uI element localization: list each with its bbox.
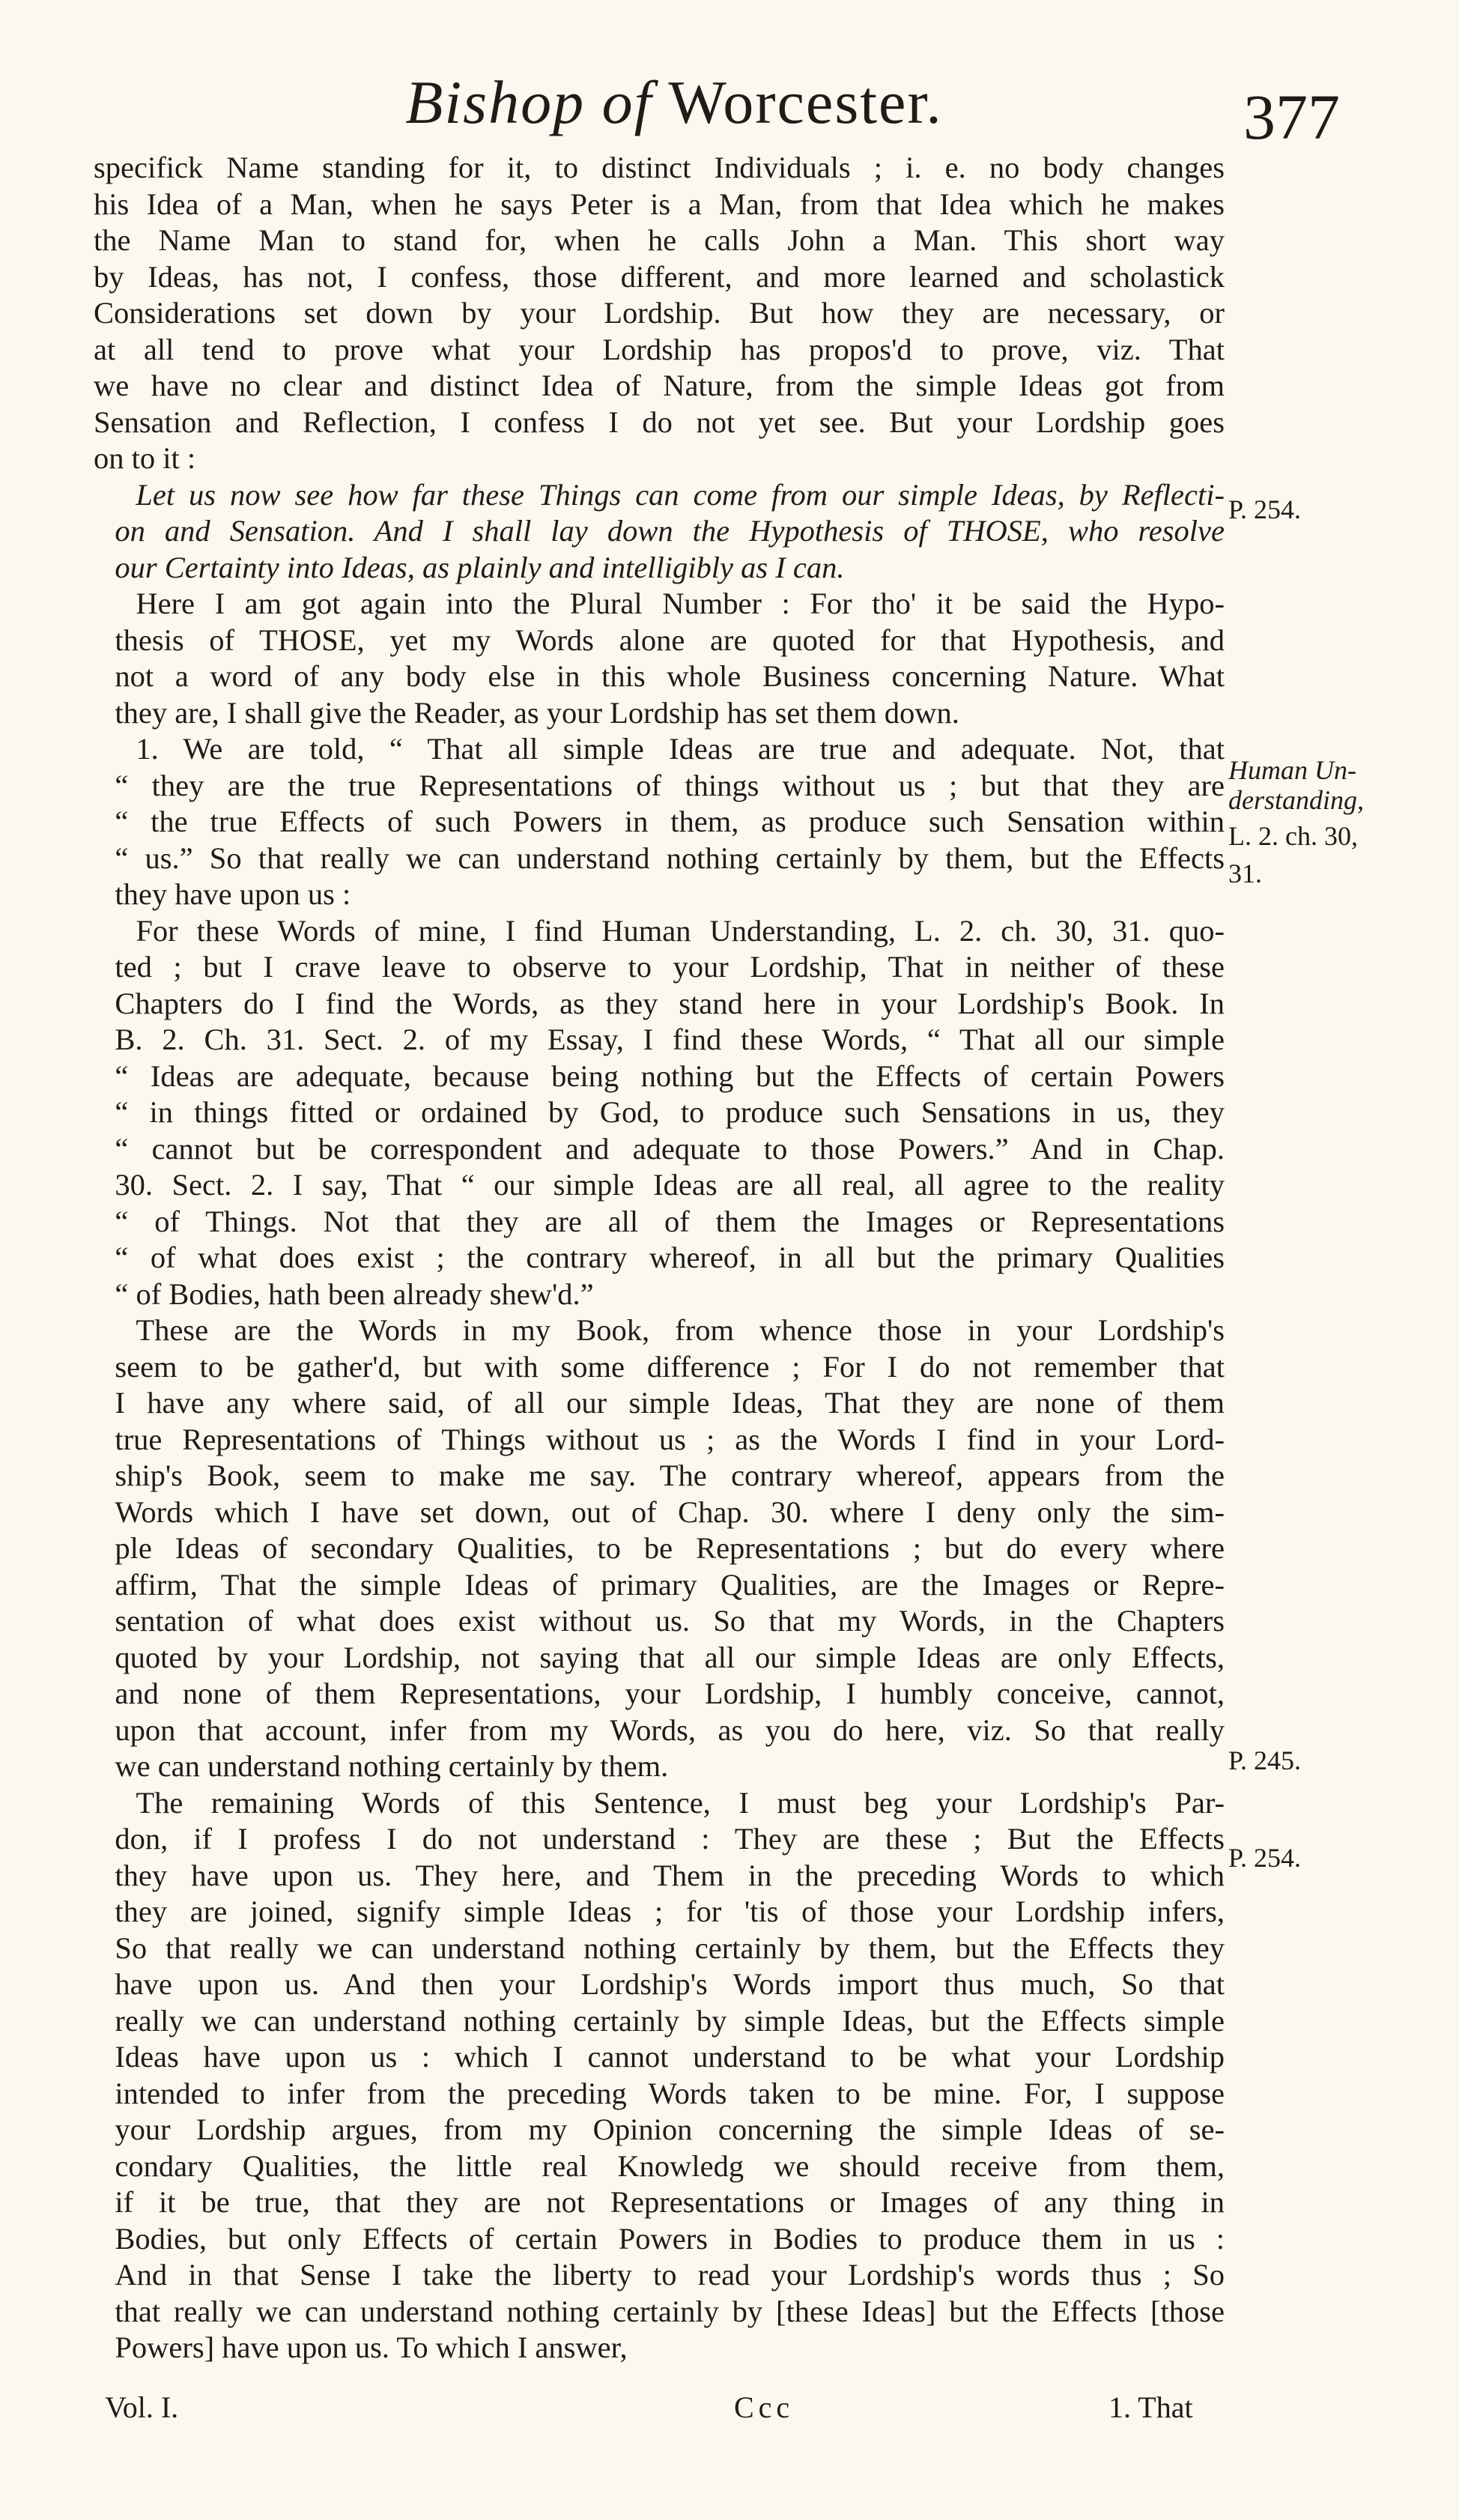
text-line: your Lordship argues, from my Opinion concerning the simple Ideas of se- [115,2112,1225,2146]
text-line: B. 2. Ch. 31. Sect. 2. of my Essay, I find these Words, “ That all our simple [115,1023,1225,1056]
text-line: Powers] have upon us. To which I answer, [115,2330,628,2364]
margin-note-human-understanding-3: L. 2. ch. 30, [1228,821,1358,851]
text-line: Considerations set down by your Lordship. But how they are necessary, or [94,296,1225,330]
margin-note-p254-second: P. 254. [1228,1843,1302,1873]
text-line: on and Sensation. And I shall lay down the Hypothesis of THOSE, who resolve [115,514,1225,548]
text-line: “ of what does exist ; the contrary whereof, in all but the primary Qualities [115,1241,1225,1274]
text-line: sentation of what does exist without us. So that my Words, in the Chapters [115,1604,1225,1638]
text-line: Ideas have upon us : which I cannot understand to be what your Lordship [115,2040,1225,2074]
text-line: the Name Man to stand for, when he calls John a Man. This short way [94,223,1225,257]
text-line: “ cannot but be correspondent and adequate to those Powers.” And in Chap. [115,1131,1225,1166]
catchword: 1. That [1108,2390,1193,2424]
margin-note-human-understanding-2: derstanding, [1228,785,1365,815]
paragraph [94,477,1225,587]
margin-note-human-understanding-4: 31. [1228,858,1262,888]
text-line: we have no clear and distinct Idea of Nature, from the simple Ideas got from [94,369,1225,402]
text-line: quoted by your Lordship, not saying that all our simple Ideas are only Effects, [115,1640,1225,1674]
text-line: Chapters do I find the Words, as they stand here in your Lordship's Book. In [115,986,1225,1020]
text-line: I have any where said, of all our simple Ideas, That they are none of them [115,1386,1225,1420]
text-line: they have upon us. They here, and Them in the preceding Words to which [115,1858,1225,1892]
text-line: that really we can understand nothing certainly by [these Ideas] but the Effects [those [115,2294,1225,2328]
paragraph [94,1312,1225,1785]
text-line: at all tend to prove what your Lordship has propos'd to prove, viz. That [94,332,1225,366]
text-line: and none of them Representations, your Lordship, I humbly conceive, cannot, [115,1677,1225,1710]
text-line: Sensation and Reflection, I confess I do not yet see. But your Lordship goes [94,405,1225,439]
text-line: intended to infer from the preceding Words taken to be mine. For, I suppose [115,2076,1225,2110]
text-line: his Idea of a Man, when he says Peter is a Man, from that Idea which he makes [94,187,1225,221]
text-line: if it be true, that they are not Representations or Images of any thing in [115,2185,1225,2219]
text-line: The remaining Words of this Sentence, I must beg your Lordship's Par- [136,1785,1225,1820]
text-line: “ us.” So that really we can understand nothing certainly by them, but the Effects [115,840,1225,875]
text-line: ship's Book, seem to make me say. The contrary whereof, appears from the [115,1459,1225,1492]
text-line: we can understand nothing certainly by them. [115,1749,669,1783]
paragraph [94,150,1225,477]
text-line: affirm, That the simple Ideas of primary Qualities, are the Images or Repre- [115,1567,1225,1602]
volume-label: Vol. I. [105,2390,179,2424]
text-line: have upon us. And then your Lordship's Words import thus much, So that [115,1967,1225,2001]
text-line: Here I am got again into the Plural Number : For tho' it be said the Hypo- [136,587,1225,620]
paragraph [94,1785,1225,2366]
text-line: “ of Bodies, hath been already shew'd.” [115,1276,594,1311]
paragraph [94,586,1225,731]
text-line: “ in things fitted or ordained by God, to produce such Sensations in us, they [115,1095,1225,1129]
text-line: For these Words of mine, I find Human Understanding, L. 2. ch. 30, 31. quo- [136,913,1225,948]
text-line: So that really we can understand nothing certainly by them, but the Effects they [115,1930,1225,1965]
text-line: our Certainty into Ideas, as plainly and intelligibly as I can. [115,550,845,584]
text-line: ple Ideas of secondary Qualities, to be Representations ; but do every where [115,1531,1225,1565]
text-line: true Representations of Things without us ; as the Words I find in your Lord- [115,1422,1225,1456]
text-line: “ they are the true Representations of things without us ; but that they are [115,768,1225,802]
text-line: Words which I have set down, out of Chap. 30. where I deny only the sim- [115,1494,1225,1529]
text-line: Let us now see how far these Things can come from our simple Ideas, by Reflecti- [136,477,1225,512]
text-line: really we can understand nothing certainly by simple Ideas, but the Effects simple [115,2003,1225,2038]
text-line: “ of Things. Not that they are all of them the Images or Representations [115,1204,1225,1238]
text-line: Bodies, but only Effects of certain Powers in Bodies to produce them in us : [115,2221,1225,2256]
margin-notes [1228,0,1453,2520]
text-line: “ the true Effects of such Powers in them, as produce such Sensation within [115,805,1225,838]
text-line: seem to be gather'd, but with some difference ; For I do not remember that [115,1349,1225,1384]
signature-mark: Ccc [734,2390,795,2424]
text-line: on to it : [94,441,196,475]
text-line: “ Ideas are adequate, because being nothing but the Effects of certain Powers [115,1058,1225,1093]
text-line: These are the Words in my Book, from whence those in your Lordship's [136,1313,1225,1347]
text-line: they are, I shall give the Reader, as your Lordship has set them down. [115,695,959,730]
running-title-roman: Worcester. [652,68,943,136]
text-line: condary Qualities, the little real Knowledg we should receive from them, [115,2148,1225,2183]
body-text [94,150,1225,2366]
text-line: 1. We are told, “ That all simple Ideas are true and adequate. Not, that [136,732,1225,766]
text-line: And in that Sense I take the liberty to read your Lordship's words thus ; So [115,2258,1225,2292]
page-number: 377 [1243,81,1340,153]
text-line: by Ideas, has not, I confess, those different, and more learned and scholastick [94,259,1225,294]
margin-note-human-understanding-1: Human Un- [1228,755,1356,785]
text-line: they are joined, signify simple Ideas ; for 'tis of those your Lordship infers, [115,1894,1225,1928]
margin-note-p245: P. 245. [1228,1745,1302,1775]
text-line: not a word of any body else in this whole Business concerning Nature. What [115,659,1225,693]
text-line: don, if I profess I do not understand : They are these ; But the Effects [115,1822,1225,1856]
text-line: thesis of THOSE, yet my Words alone are quoted for that Hypothesis, and [115,623,1225,657]
text-line: ted ; but I crave leave to observe to your Lordship, That in neither of these [115,950,1225,984]
margin-note-p254: P. 254. [1228,494,1302,524]
running-title [404,67,944,138]
text-line: upon that account, infer from my Words, as you do here, viz. So that really [115,1712,1225,1747]
paragraph [94,731,1225,913]
text-line: they have upon us : [115,877,351,911]
page-footer [0,2390,1459,2435]
running-title-italic: Bishop of [405,68,653,136]
text-line: specifick Name standing for it, to distinct Individuals ; i. e. no body changes [94,151,1225,184]
paragraph [94,913,1225,1313]
text-line: 30. Sect. 2. I say, That “ our simple Ideas are all real, all agree to the reality [115,1168,1225,1202]
